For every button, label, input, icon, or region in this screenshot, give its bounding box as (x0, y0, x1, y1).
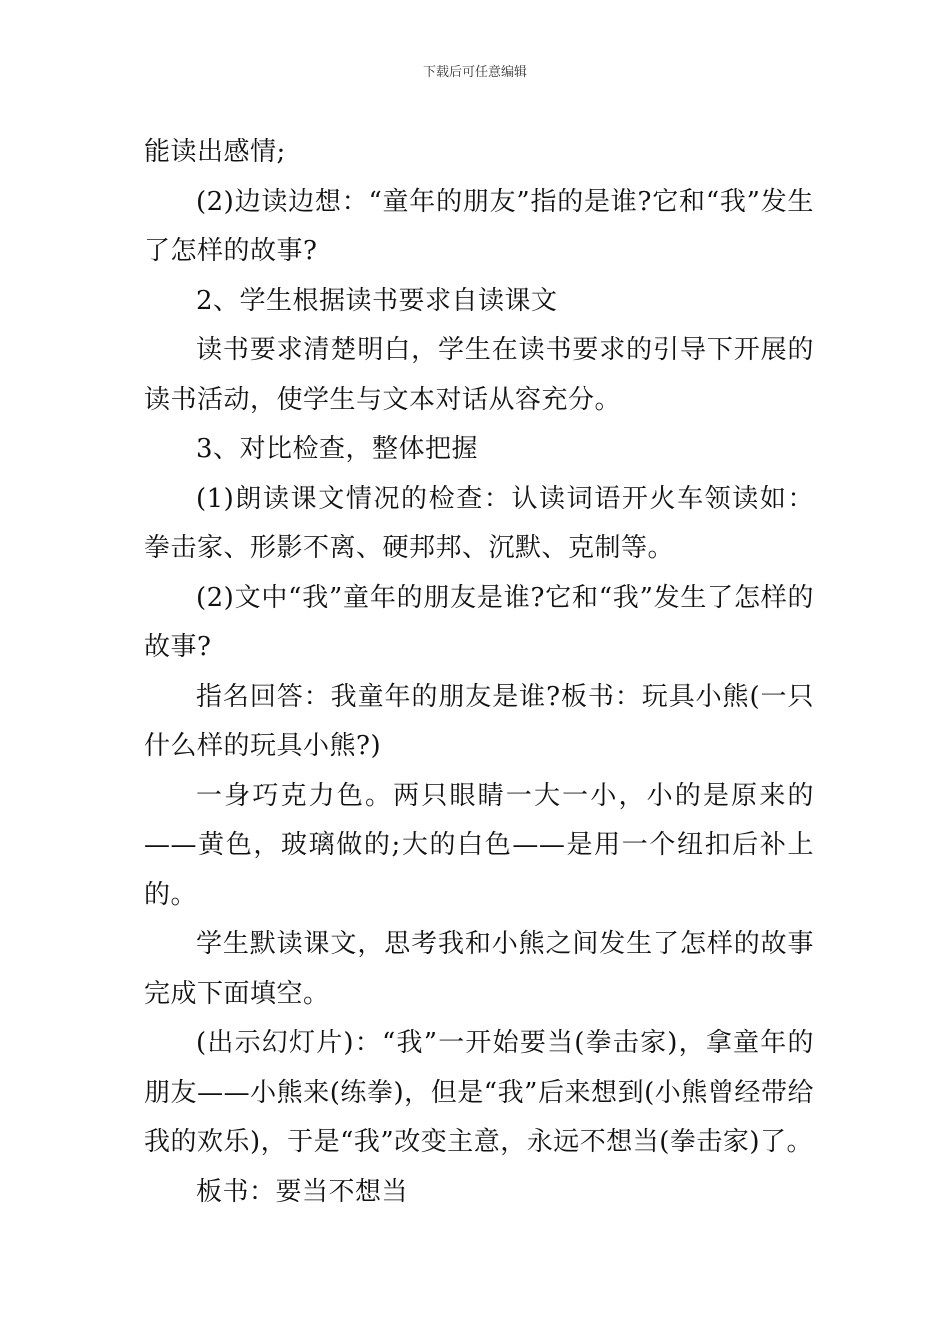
paragraph: (1)朗读课文情况的检查：认读词语开火车领读如：拳击家、形影不离、硬邦邦、沉默、克制等。 (144, 483, 814, 563)
paragraph: 读书要求清楚明白，学生在读书要求的引导下开展的读书活动，使学生与文本对话从容充分。 (144, 335, 814, 415)
paragraph: 指名回答：我童年的朋友是谁?板书：玩具小熊(一只什么样的玩具小熊?) (144, 681, 814, 761)
paragraph: (出示幻灯片)：“我”一开始要当(拳击家)，拿童年的朋友——小熊来(练拳)，但是“我”后来想到(小熊曾经带给我的欢乐)，于是“我”改变主意，永远不想当(拳击家)了。 (144, 1028, 814, 1157)
paragraph: 3、对比检查，整体把握 (196, 434, 479, 464)
paragraph: 2、学生根据读书要求自读课文 (196, 285, 558, 316)
paragraph: 板书：要当不想当 (196, 1176, 409, 1207)
paragraph: (2)文中“我”童年的朋友是谁?它和“我”发生了怎样的故事? (144, 582, 814, 662)
paragraph: 学生默读课文，思考我和小熊之间发生了怎样的故事完成下面填空。 (144, 929, 814, 1009)
paragraph: 能读出感情; (144, 137, 286, 167)
paragraph: (2)边读边想：“童年的朋友”指的是谁?它和“我”发生了怎样的故事? (144, 186, 814, 266)
page-header-note: 下载后可任意编辑 (422, 65, 527, 80)
document-body (144, 128, 814, 1217)
paragraph: 一身巧克力色。两只眼睛一大一小，小的是原来的——黄色，玻璃做的;大的白色——是用一个纽扣后补上的。 (144, 780, 814, 910)
